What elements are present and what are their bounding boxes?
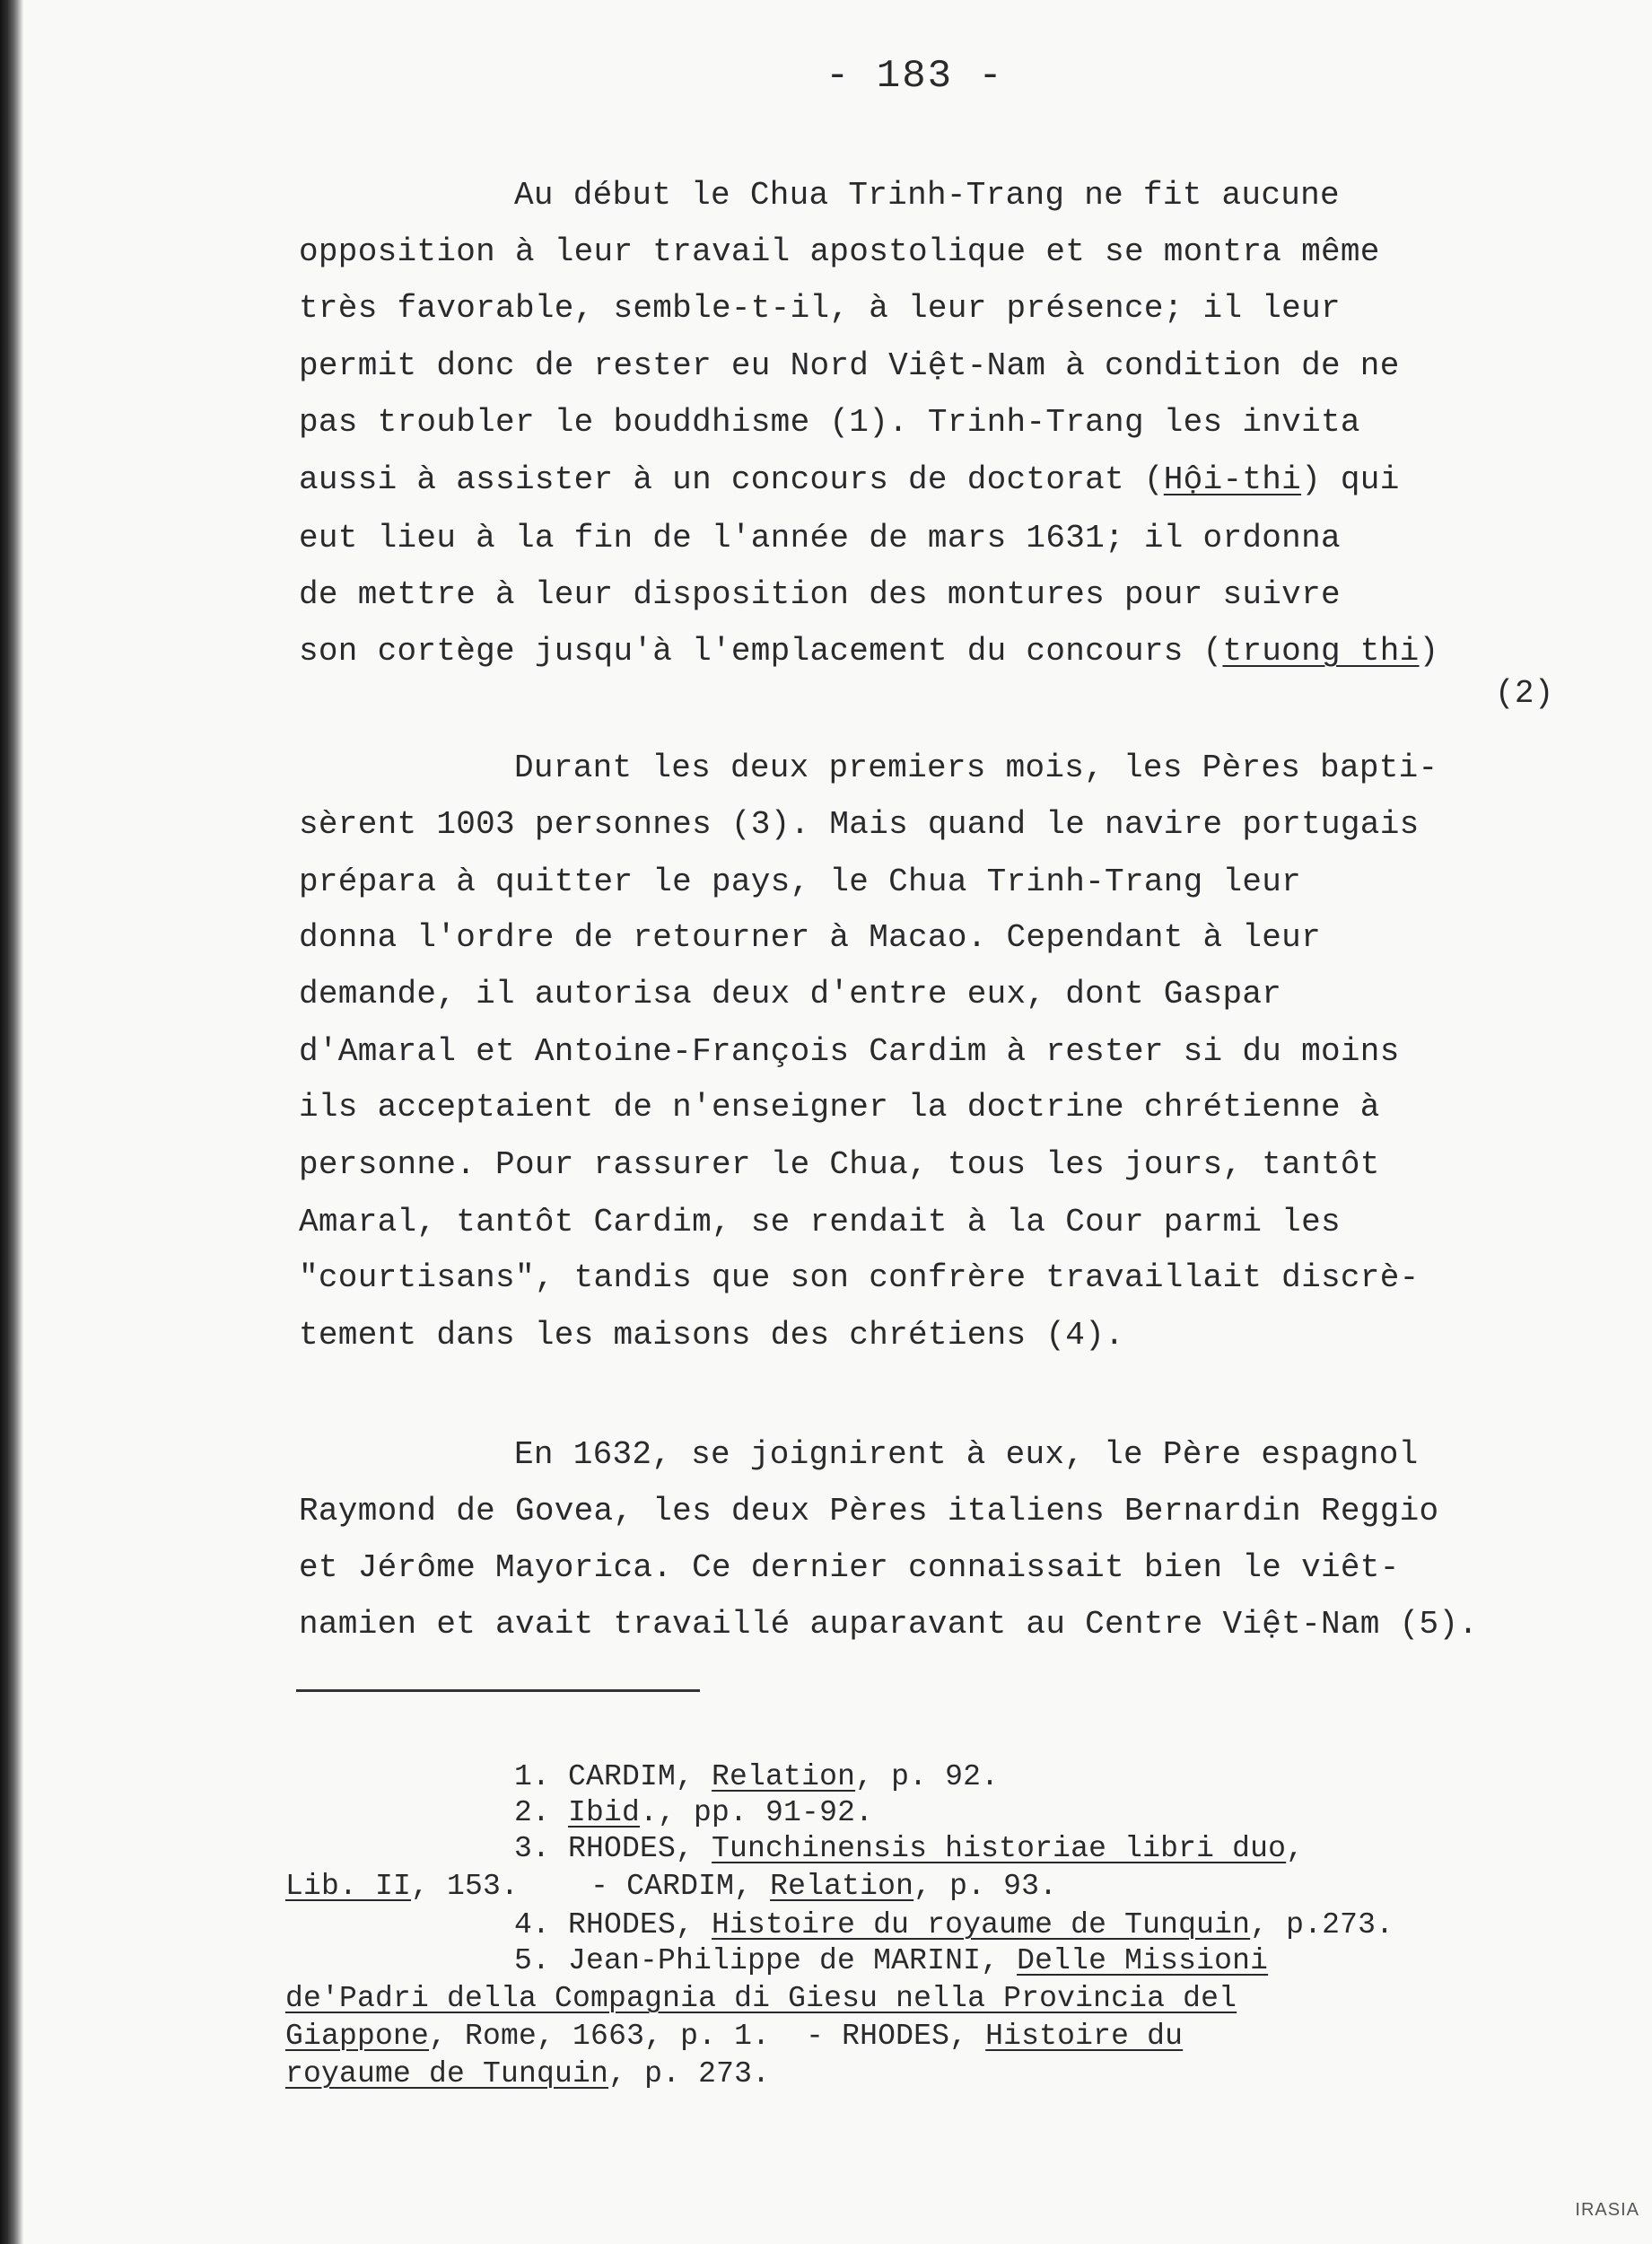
footnote-5-continued-2 [285, 2021, 1183, 2051]
underlined-term: Hội-thi [1163, 461, 1302, 498]
paragraph-1-line-4: permit donc de rester eu Nord Việt-Nam à condition de ne [299, 347, 1400, 384]
binding-shadow [0, 0, 23, 2244]
footnote-text: , p. 273. [608, 2057, 771, 2091]
footnote-3-continued [285, 1871, 1057, 1901]
paragraph-1-line-7: eut lieu à la fin de l'année de mars 1631; il ordonna [299, 520, 1341, 557]
footnote-text: ., pp. 91-92. [640, 1796, 874, 1829]
footnote-text: , p.273. [1250, 1908, 1394, 1942]
footnote-text: 5. Jean-Philippe de MARINI, [514, 1944, 1018, 1977]
paragraph-3-line-3: et Jérôme Mayorica. Ce dernier connaissait bien le viêt- [299, 1549, 1400, 1586]
footnote-3 [514, 1834, 1304, 1863]
watermark: IRASIA [1575, 2200, 1639, 2220]
footnote-title: Relation [770, 1870, 914, 1903]
line-text: ) [1419, 633, 1439, 670]
footnote-5-continued-1 [285, 1984, 1237, 2013]
footnote-text: 1. CARDIM, [514, 1760, 712, 1793]
paragraph-1-line-1: Au début le Chua Trinh-Trang ne fit aucune [514, 177, 1340, 214]
footnote-text: , p. 92. [855, 1760, 1000, 1793]
footnote-text: , 153. - CARDIM, [411, 1870, 771, 1903]
footnote-text: 2. [514, 1796, 569, 1829]
footnote-title: Histoire du royaume de Tunquin [712, 1908, 1251, 1942]
footnote-text: , [1286, 1832, 1305, 1865]
paragraph-3-line-2: Raymond de Govea, les deux Pères italiens Bernardin Reggio [299, 1493, 1439, 1530]
footnote-1 [514, 1762, 999, 1792]
paragraph-2-line-11: tement dans les maisons des chrétiens (4). [299, 1317, 1124, 1354]
line-text: son cortège jusqu'à l'emplacement du concours ( [299, 633, 1223, 670]
footnote-title: Delle Missioni [1017, 1944, 1269, 1977]
paragraph-2-line-4: donna l'ordre de retourner à Macao. Cependant à leur [299, 919, 1321, 956]
paragraph-1-line-2: opposition à leur travail apostolique et se montra même [299, 233, 1380, 270]
footnote-text: 3. RHODES, [514, 1832, 712, 1865]
footnote-title: Lib. II [285, 1870, 412, 1903]
paragraph-2-line-2: sèrent 1003 personnes (3). Mais quand le navire portugais [299, 806, 1420, 843]
footnote-5 [514, 1946, 1268, 1976]
paragraph-1-line-9 [299, 633, 1439, 670]
paragraph-2-line-6: d'Amaral et Antoine-François Cardim à rester si du moins [299, 1033, 1400, 1070]
line-text: ) qui [1301, 461, 1400, 498]
footnote-title: Tunchinensis historiae libri duo [712, 1832, 1287, 1865]
footnote-title: Ibid [568, 1796, 641, 1829]
underlined-term: truong thi [1222, 633, 1420, 670]
footnote-title: Relation [712, 1760, 856, 1793]
paragraph-3-line-4: namien et avait travaillé auparavant au Centre Việt-Nam (5). [299, 1606, 1479, 1643]
paragraph-2-line-8: personne. Pour rassurer le Chua, tous les jours, tantôt [299, 1146, 1380, 1183]
footnote-title: de'Padri della Compagnia di Giesu nella Provincia del [285, 1982, 1237, 2015]
paragraph-2-line-9: Amaral, tantôt Cardim, se rendait à la Cour parmi les [299, 1204, 1341, 1240]
footnote-separator [296, 1689, 700, 1692]
page-number: - 183 - [826, 54, 1004, 99]
paragraph-1-line-3: très favorable, semble-t-il, à leur présence; il leur [299, 290, 1341, 327]
paragraph-1-line-6 [299, 461, 1400, 498]
paragraph-2-line-7: ils acceptaient de n'enseigner la doctrine chrétienne à [299, 1089, 1380, 1126]
line-text: aussi à assister à un concours de doctorat ( [299, 461, 1164, 498]
paragraph-2-line-10: "courtisans", tandis que son confrère travaillait discrè- [299, 1259, 1420, 1296]
footnote-title: Histoire du [985, 2020, 1184, 2053]
paragraph-2-line-3: prépara à quitter le pays, le Chua Trinh-Trang leur [299, 863, 1302, 900]
footnote-5-continued-3 [285, 2059, 770, 2089]
footnote-title: royaume de Tunquin [285, 2057, 609, 2091]
paragraph-1-line-8: de mettre à leur disposition des montures pour suivre [299, 576, 1341, 613]
footnote-text: , Rome, 1663, p. 1. - RHODES, [429, 2020, 986, 2053]
paragraph-2-line-1: Durant les deux premiers mois, les Pères bapti- [514, 749, 1438, 786]
footnote-text: , p. 93. [913, 1870, 1058, 1903]
paragraph-3-line-1: En 1632, se joignirent à eux, le Père espagnol [514, 1436, 1419, 1473]
footnote-title: Giappone [285, 2020, 430, 2053]
paragraph-1-line-5: pas troubler le bouddhisme (1). Trinh-Trang les invita [299, 404, 1360, 441]
footnote-ref-2: (2) [1495, 675, 1554, 712]
footnote-4 [514, 1910, 1394, 1940]
footnote-text: 4. RHODES, [514, 1908, 712, 1942]
footnote-2 [514, 1798, 873, 1828]
paragraph-2-line-5: demande, il autorisa deux d'entre eux, dont Gaspar [299, 976, 1282, 1012]
